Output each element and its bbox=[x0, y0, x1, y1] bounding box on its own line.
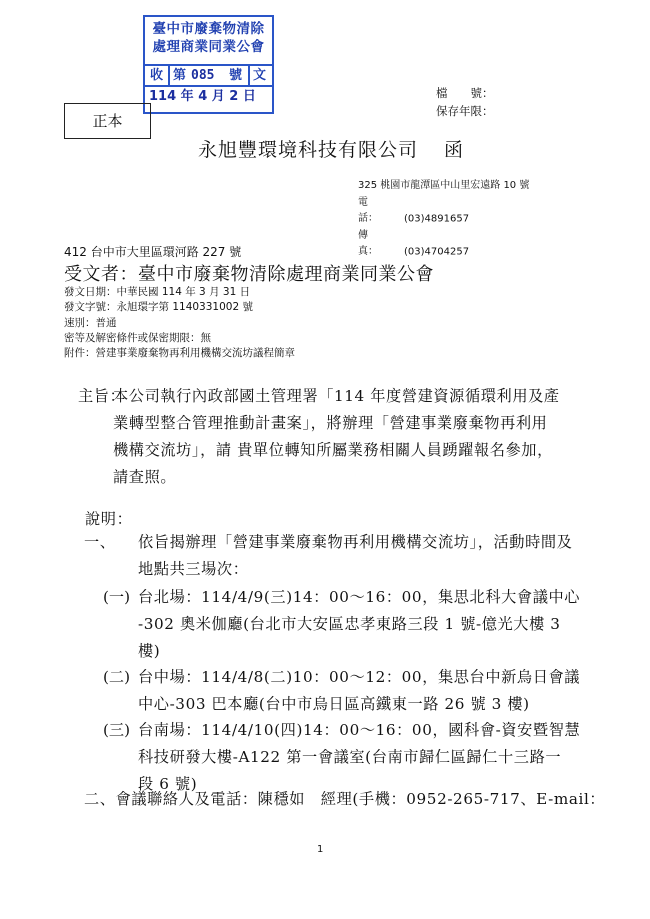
phone-label: 電 話： bbox=[358, 196, 388, 224]
subject-line: 請查照。 bbox=[113, 468, 177, 486]
issue-number: 發文字號：永旭環字第 1140331002 號 bbox=[64, 301, 253, 314]
session-1-text bbox=[138, 584, 593, 665]
sender-address: 325 桃園市龍潭區中山里宏遠路 10 號 bbox=[358, 180, 530, 191]
stamp-doc-char: 文 bbox=[253, 68, 267, 83]
document-type: 函 bbox=[444, 139, 465, 161]
sender-contact bbox=[358, 178, 529, 261]
stamp-number-row bbox=[145, 64, 272, 85]
file-meta bbox=[436, 84, 494, 120]
stamp-number: 085 bbox=[191, 68, 215, 83]
subject-text bbox=[113, 383, 593, 491]
sender-company: 永旭豐環境科技有限公司 bbox=[198, 139, 419, 161]
copy-type-box: 正本 bbox=[64, 103, 151, 139]
session-line: 台中場：114/4/8(二)10：00～12：00，集思台中新烏日會議 bbox=[138, 668, 581, 686]
session-line: 段 6 號) bbox=[138, 775, 198, 793]
recipient-address: 412 台中市大里區環河路 227 號 bbox=[64, 245, 242, 259]
file-number-label: 檔 號： bbox=[436, 86, 494, 100]
item-2-text: 二、會議聯絡人及電話：陳穩如 經理(手機：0952-265-717、E-mail： bbox=[84, 790, 606, 808]
stamp-receive-char: 收 bbox=[150, 68, 164, 83]
issue-date: 發文日期：中華民國 114 年 3 月 31 日 bbox=[64, 286, 251, 298]
stamp-organization bbox=[145, 17, 272, 56]
item-1-line: 地點共三場次： bbox=[138, 560, 249, 578]
stamp-date-row bbox=[145, 85, 272, 106]
session-1-label: (一) bbox=[103, 588, 131, 606]
item-1-label: 一、 bbox=[84, 533, 116, 551]
delivery-speed: 速別：普通 bbox=[64, 316, 117, 329]
stamp-org-line-1: 臺中市廢棄物清除 bbox=[152, 21, 265, 37]
session-line: 台南場：114/4/10(四)14：00～16：00，國科會-資安暨智慧 bbox=[138, 721, 581, 739]
phone-value: (03)4891657 bbox=[404, 213, 470, 224]
session-line: 科技研發大樓-A122 第一會議室(台南市歸仁區歸仁十三路一 bbox=[138, 748, 562, 766]
explanation-label: 說明： bbox=[85, 510, 133, 528]
letter-title bbox=[198, 135, 464, 162]
stamp-date: 114 年 4 月 2 日 bbox=[149, 89, 256, 104]
session-2-label: (二) bbox=[103, 668, 131, 686]
subject-line: 本公司執行內政部國土管理署「114 年度營建資源循環利用及產 bbox=[113, 387, 560, 405]
session-3-label: (三) bbox=[103, 721, 131, 739]
session-line: -302 奧米伽廳(台北市大安區忠孝東路三段 1 號-億光大樓 3 bbox=[138, 615, 561, 633]
receipt-stamp bbox=[143, 15, 274, 114]
item-1-line: 依旨揭辦理「營建事業廢棄物再利用機構交流坊」，活動時間及 bbox=[138, 533, 573, 551]
page-number: 1 bbox=[317, 844, 324, 855]
stamp-number-prefix: 第 bbox=[173, 68, 187, 83]
stamp-org-line-2: 處理商業同業公會 bbox=[152, 39, 265, 55]
fax-label: 傳 真： bbox=[358, 229, 388, 257]
document-meta bbox=[64, 285, 295, 361]
attachment: 附件：營建事業廢棄物再利用機構交流坊議程簡章 bbox=[64, 347, 295, 360]
item-1-text bbox=[138, 529, 598, 583]
recipient: 受文者：臺中市廢棄物清除處理商業同業公會 bbox=[64, 264, 434, 285]
classification: 密等及解密條件或保密期限：無 bbox=[64, 331, 211, 344]
subject-label: 主旨： bbox=[78, 387, 126, 405]
session-line: 樓) bbox=[138, 642, 161, 660]
retention-label: 保存年限： bbox=[436, 104, 494, 118]
subject-line: 業轉型整合管理推動計畫案」，將辦理「營建事業廢棄物再利用 bbox=[113, 414, 548, 432]
session-2-text bbox=[138, 664, 593, 718]
fax-value: (03)4704257 bbox=[404, 246, 470, 257]
session-line: 中心-303 巴本廳(台中市烏日區高鐵東一路 26 號 3 樓) bbox=[138, 695, 530, 713]
session-line: 台北場：114/4/9(三)14：00～16：00，集思北科大會議中心 bbox=[138, 588, 581, 606]
stamp-number-suffix: 號 bbox=[229, 68, 243, 83]
subject-line: 機構交流坊」，請 貴單位轉知所屬業務相關人員踴躍報名參加， bbox=[113, 441, 553, 459]
